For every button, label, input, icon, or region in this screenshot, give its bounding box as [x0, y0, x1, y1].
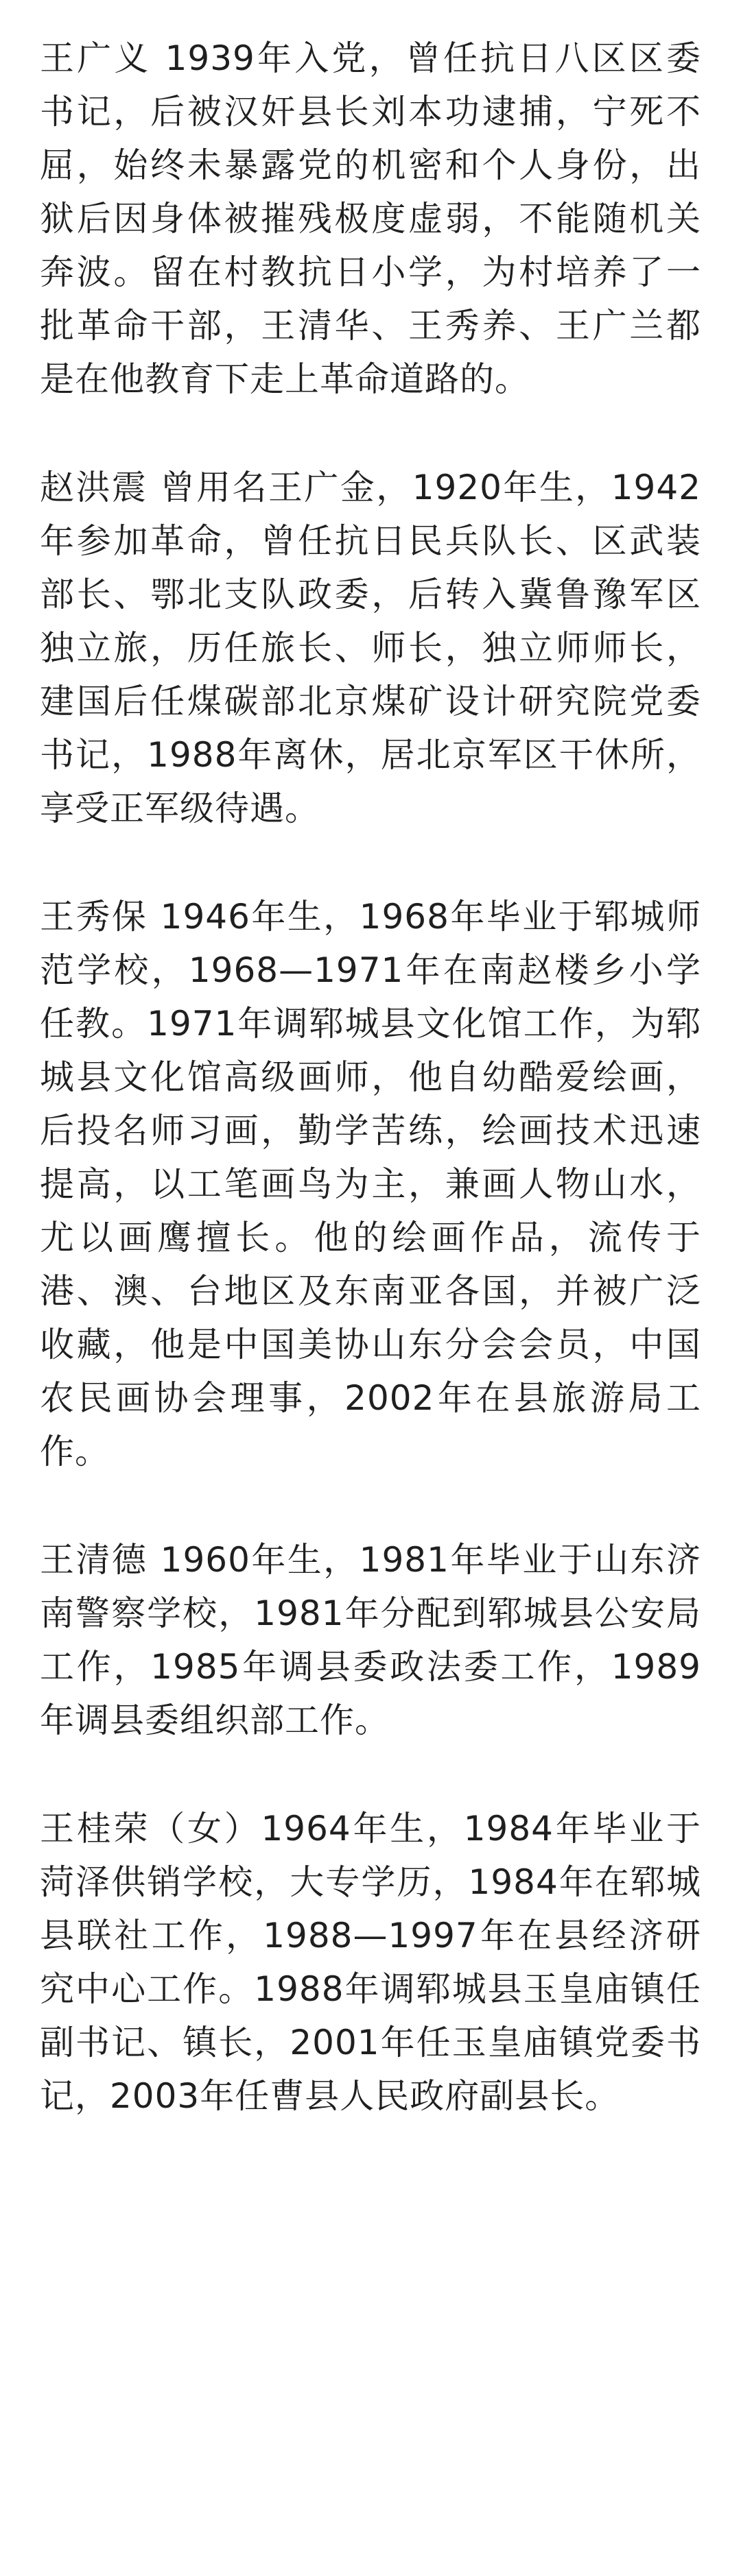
paragraph-wang-guirong: 王桂荣（女）1964年生，1984年毕业于菏泽供销学校，大专学历，1984年在郓城县联社工作，1988—1997年在县经济研究中心工作。1988年调郓城县玉皇庙镇任副书记、镇长，2001年任玉皇庙镇党委书记，2003年任曹县人民政府副县长。 — [40, 1809, 701, 2116]
paragraph-zhao-hongzhen: 赵洪震 曾用名王广金，1920年生，1942年参加革命，曾任抗日民兵队长、区武装部长、鄂北支队政委，后转入冀鲁豫军区独立旅，历任旅长、师长，独立师师长，建国后任煤碳部北京煤矿设计研究院党委书记，1988年离休，居北京军区干休所，享受正军级待遇。 — [40, 468, 701, 828]
paragraph-spacer — [40, 1478, 701, 1533]
paragraph-spacer — [40, 835, 701, 890]
paragraph-spacer — [40, 1747, 701, 1802]
paragraph-spacer — [40, 406, 701, 461]
paragraph-wang-xiubao: 王秀保 1946年生，1968年毕业于郓城师范学校，1968—1971年在南赵楼乡小学任教。1971年调郓城县文化馆工作，为郓城县文化馆高级画师，他自幼酷爱绘画，后投名师习画，勤学苦练，绘画技术迅速提高，以工笔画鸟为主，兼画人物山水，尤以画鹰擅长。他的绘画作品，流传于港、澳、台地区及东南亚各国，并被广泛收藏，他是中国美协山东分会会员，中国农民画协会理事，2002年在县旅游局工作。 — [40, 897, 701, 1471]
paragraph-wang-guangyi: 王广义 1939年入党，曾任抗日八区区委书记，后被汉奸县长刘本功逮捕，宁死不屈，始终未暴露党的机密和个人身份，出狱后因身体被摧残极度虚弱，不能随机关奔波。留在村教抗日小学，为村培养了一批革命干部，王清华、王秀养、王广兰都是在他教育下走上革命道路的。 — [40, 38, 701, 399]
paragraph-wang-qingde: 王清德 1960年生，1981年毕业于山东济南警察学校，1981年分配到郓城县公安局工作，1985年调县委政法委工作，1989年调县委组织部工作。 — [40, 1540, 701, 1740]
